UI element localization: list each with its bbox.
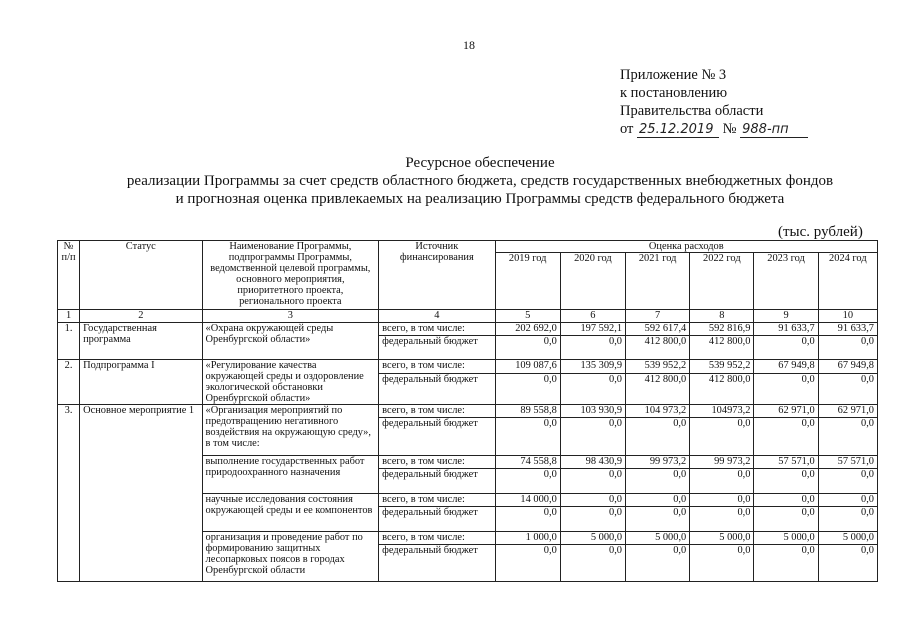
column-number: 3: [202, 310, 379, 323]
row-name: «Регулирование качества окружающей среды и оздоровление экологической обстановки Оренбургской области»: [202, 360, 379, 405]
resource-table: [57, 240, 878, 582]
value-federal: 0,0: [690, 545, 754, 582]
value-total: 0,0: [754, 494, 818, 507]
value-total: 74 558,8: [495, 456, 560, 469]
from-label: от: [620, 121, 634, 137]
appendix-line-2: к постановлению: [620, 85, 728, 101]
value-federal: 0,0: [560, 545, 625, 582]
value-federal: 0,0: [626, 469, 690, 494]
value-total: 135 309,9: [560, 360, 625, 374]
appendix-line-3: Правительства области: [620, 103, 764, 119]
row-name: «Организация мероприятий по предотвращению негативного воздействия на окружающую среду», в том числе:: [202, 405, 379, 456]
header-year: 2024 год: [818, 253, 877, 310]
value-federal: 0,0: [818, 373, 877, 404]
source-total: всего, в том числе:: [379, 360, 495, 374]
source-total: всего, в том числе:: [379, 532, 495, 545]
row-status: Основное мероприятие 1: [80, 405, 202, 582]
value-federal: 412 800,0: [690, 373, 754, 404]
value-total: 104973,2: [690, 405, 754, 418]
value-federal: 0,0: [690, 418, 754, 456]
value-total: 91 633,7: [818, 323, 877, 336]
title-line-1: Ресурсное обеспечение: [405, 155, 555, 171]
units-label: (тыс. рублей): [778, 224, 863, 240]
header-year: 2020 год: [560, 253, 625, 310]
value-total: 0,0: [626, 494, 690, 507]
source-federal: федеральный бюджет: [379, 418, 495, 456]
value-total: 98 430,9: [560, 456, 625, 469]
value-total: 104 973,2: [626, 405, 690, 418]
row-name: научные исследования состояния окружающей среды и ее компонентов: [202, 494, 379, 532]
column-number: 10: [818, 310, 877, 323]
value-federal: 0,0: [495, 373, 560, 404]
value-federal: 0,0: [818, 545, 877, 582]
value-federal: 0,0: [495, 469, 560, 494]
value-federal: 412 800,0: [690, 336, 754, 360]
handwritten-number: 988-пп: [740, 123, 808, 138]
table-row: [58, 405, 878, 418]
header-num: № п/п: [58, 241, 80, 310]
value-total: 62 971,0: [754, 405, 818, 418]
value-total: 539 952,2: [690, 360, 754, 374]
value-total: 89 558,8: [495, 405, 560, 418]
value-federal: 0,0: [754, 545, 818, 582]
source-total: всего, в том числе:: [379, 494, 495, 507]
header-estimate: Оценка расходов: [495, 241, 877, 253]
column-number: 9: [754, 310, 818, 323]
source-federal: федеральный бюджет: [379, 545, 495, 582]
value-federal: 0,0: [754, 469, 818, 494]
value-federal: 0,0: [626, 545, 690, 582]
handwritten-date: 25.12.2019: [637, 123, 719, 138]
header-year: 2022 год: [690, 253, 754, 310]
appendix-block: [620, 66, 808, 138]
value-federal: 0,0: [754, 336, 818, 360]
value-total: 5 000,0: [818, 532, 877, 545]
value-federal: 0,0: [626, 418, 690, 456]
header-year: 2021 год: [626, 253, 690, 310]
column-number: 4: [379, 310, 495, 323]
column-number-row: [58, 310, 878, 323]
value-federal: 0,0: [560, 373, 625, 404]
value-total: 197 592,1: [560, 323, 625, 336]
value-federal: 0,0: [495, 545, 560, 582]
value-federal: 0,0: [690, 469, 754, 494]
value-total: 0,0: [690, 494, 754, 507]
value-federal: 0,0: [754, 418, 818, 456]
value-total: 91 633,7: [754, 323, 818, 336]
source-federal: федеральный бюджет: [379, 336, 495, 360]
value-federal: 0,0: [626, 507, 690, 532]
row-number: 1.: [58, 323, 80, 360]
column-number: 6: [560, 310, 625, 323]
value-federal: 0,0: [690, 507, 754, 532]
source-total: всего, в том числе:: [379, 323, 495, 336]
title-line-3: и прогнозная оценка привлекаемых на реализацию Программы средств федерального бюджета: [175, 191, 785, 207]
value-federal: 0,0: [495, 336, 560, 360]
value-total: 5 000,0: [626, 532, 690, 545]
value-federal: 0,0: [495, 418, 560, 456]
value-total: 67 949,8: [754, 360, 818, 374]
value-federal: 0,0: [754, 373, 818, 404]
value-federal: 0,0: [818, 469, 877, 494]
value-total: 5 000,0: [560, 532, 625, 545]
value-total: 62 971,0: [818, 405, 877, 418]
value-total: 67 949,8: [818, 360, 877, 374]
row-number: 3.: [58, 405, 80, 582]
value-federal: 0,0: [754, 507, 818, 532]
header-row: [58, 241, 878, 253]
value-federal: 0,0: [560, 418, 625, 456]
value-total: 99 973,2: [626, 456, 690, 469]
source-total: всего, в том числе:: [379, 456, 495, 469]
document-title: [60, 154, 900, 208]
value-total: 57 571,0: [754, 456, 818, 469]
header-year: 2023 год: [754, 253, 818, 310]
value-total: 109 087,6: [495, 360, 560, 374]
value-total: 57 571,0: [818, 456, 877, 469]
header-status: Статус: [80, 241, 202, 310]
value-total: 5 000,0: [754, 532, 818, 545]
appendix-date-line: [620, 120, 808, 138]
value-federal: 0,0: [560, 507, 625, 532]
table-row: [58, 360, 878, 374]
row-number: 2.: [58, 360, 80, 405]
source-federal: федеральный бюджет: [379, 507, 495, 532]
value-total: 0,0: [560, 494, 625, 507]
row-status: Подпрограмма I: [80, 360, 202, 405]
column-number: 7: [626, 310, 690, 323]
value-federal: 0,0: [560, 336, 625, 360]
column-number: 1: [58, 310, 80, 323]
column-number: 5: [495, 310, 560, 323]
value-federal: 0,0: [818, 418, 877, 456]
value-total: 5 000,0: [690, 532, 754, 545]
number-label: №: [722, 121, 737, 137]
value-federal: 0,0: [818, 507, 877, 532]
appendix-line-1: Приложение № 3: [620, 67, 727, 83]
title-line-2: реализации Программы за счет средств областного бюджета, средств государственных внебюджетных фондов: [126, 173, 834, 189]
value-total: 1 000,0: [495, 532, 560, 545]
value-total: 99 973,2: [690, 456, 754, 469]
value-total: 202 692,0: [495, 323, 560, 336]
row-name: организация и проведение работ по формированию защитных лесопарковых поясов в городах Оренбургской области: [202, 532, 379, 582]
header-year: 2019 год: [495, 253, 560, 310]
value-federal: 0,0: [495, 507, 560, 532]
value-total: 0,0: [818, 494, 877, 507]
value-total: 592 617,4: [626, 323, 690, 336]
column-number: 2: [80, 310, 202, 323]
value-total: 14 000,0: [495, 494, 560, 507]
row-name: «Охрана окружающей среды Оренбургской области»: [202, 323, 379, 360]
source-total: всего, в том числе:: [379, 405, 495, 418]
header-source: Источник финансирования: [379, 241, 495, 310]
value-total: 539 952,2: [626, 360, 690, 374]
column-number: 8: [690, 310, 754, 323]
value-federal: 0,0: [560, 469, 625, 494]
source-federal: федеральный бюджет: [379, 373, 495, 404]
value-federal: 412 800,0: [626, 336, 690, 360]
value-total: 592 816,9: [690, 323, 754, 336]
value-federal: 412 800,0: [626, 373, 690, 404]
value-federal: 0,0: [818, 336, 877, 360]
page-number: 18: [463, 38, 475, 52]
value-total: 103 930,9: [560, 405, 625, 418]
row-name: выполнение государственных работ природоохранного назначения: [202, 456, 379, 494]
source-federal: федеральный бюджет: [379, 469, 495, 494]
table-row: [58, 323, 878, 336]
row-status: Государственная программа: [80, 323, 202, 360]
header-name: Наименование Программы, подпрограммы Программы, ведомственной целевой программы, основного мероприятия, приоритетного проекта, регионального проекта: [202, 241, 379, 310]
